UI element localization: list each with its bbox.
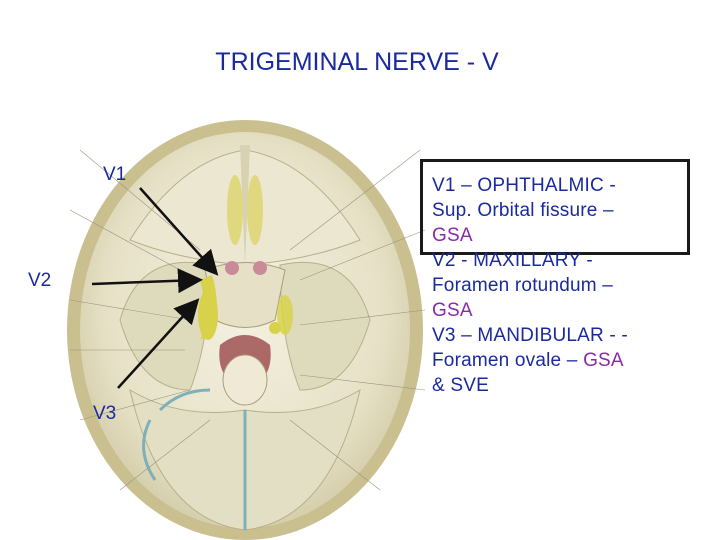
v2-line1: V2 - MAXILLARY -	[432, 250, 593, 271]
v1-arrow	[140, 188, 215, 272]
v3-line2	[432, 348, 692, 373]
v3-gsa: GSA	[583, 350, 624, 371]
v3-line2-text: Foramen ovale –	[432, 350, 584, 371]
v2-arrow	[92, 280, 198, 284]
v1-gsa: GSA	[432, 225, 473, 246]
v3-label: V3	[93, 403, 117, 424]
v2-label: V2	[28, 270, 52, 291]
v1-line1: V1 – OPHTHALMIC -	[432, 175, 616, 196]
v2-gsa: GSA	[432, 300, 473, 321]
v3-line1: V3 – MANDIBULAR - -	[432, 325, 628, 346]
v2-line2: Foramen rotundum –	[432, 275, 614, 296]
v1-label: V1	[103, 164, 127, 185]
slide-title: TRIGEMINAL NERVE - V	[215, 48, 499, 76]
v3-arrow	[118, 302, 196, 388]
nerve-description	[432, 173, 692, 398]
v3-line3: & SVE	[432, 375, 489, 396]
v1-line2: Sup. Orbital fissure –	[432, 200, 614, 221]
